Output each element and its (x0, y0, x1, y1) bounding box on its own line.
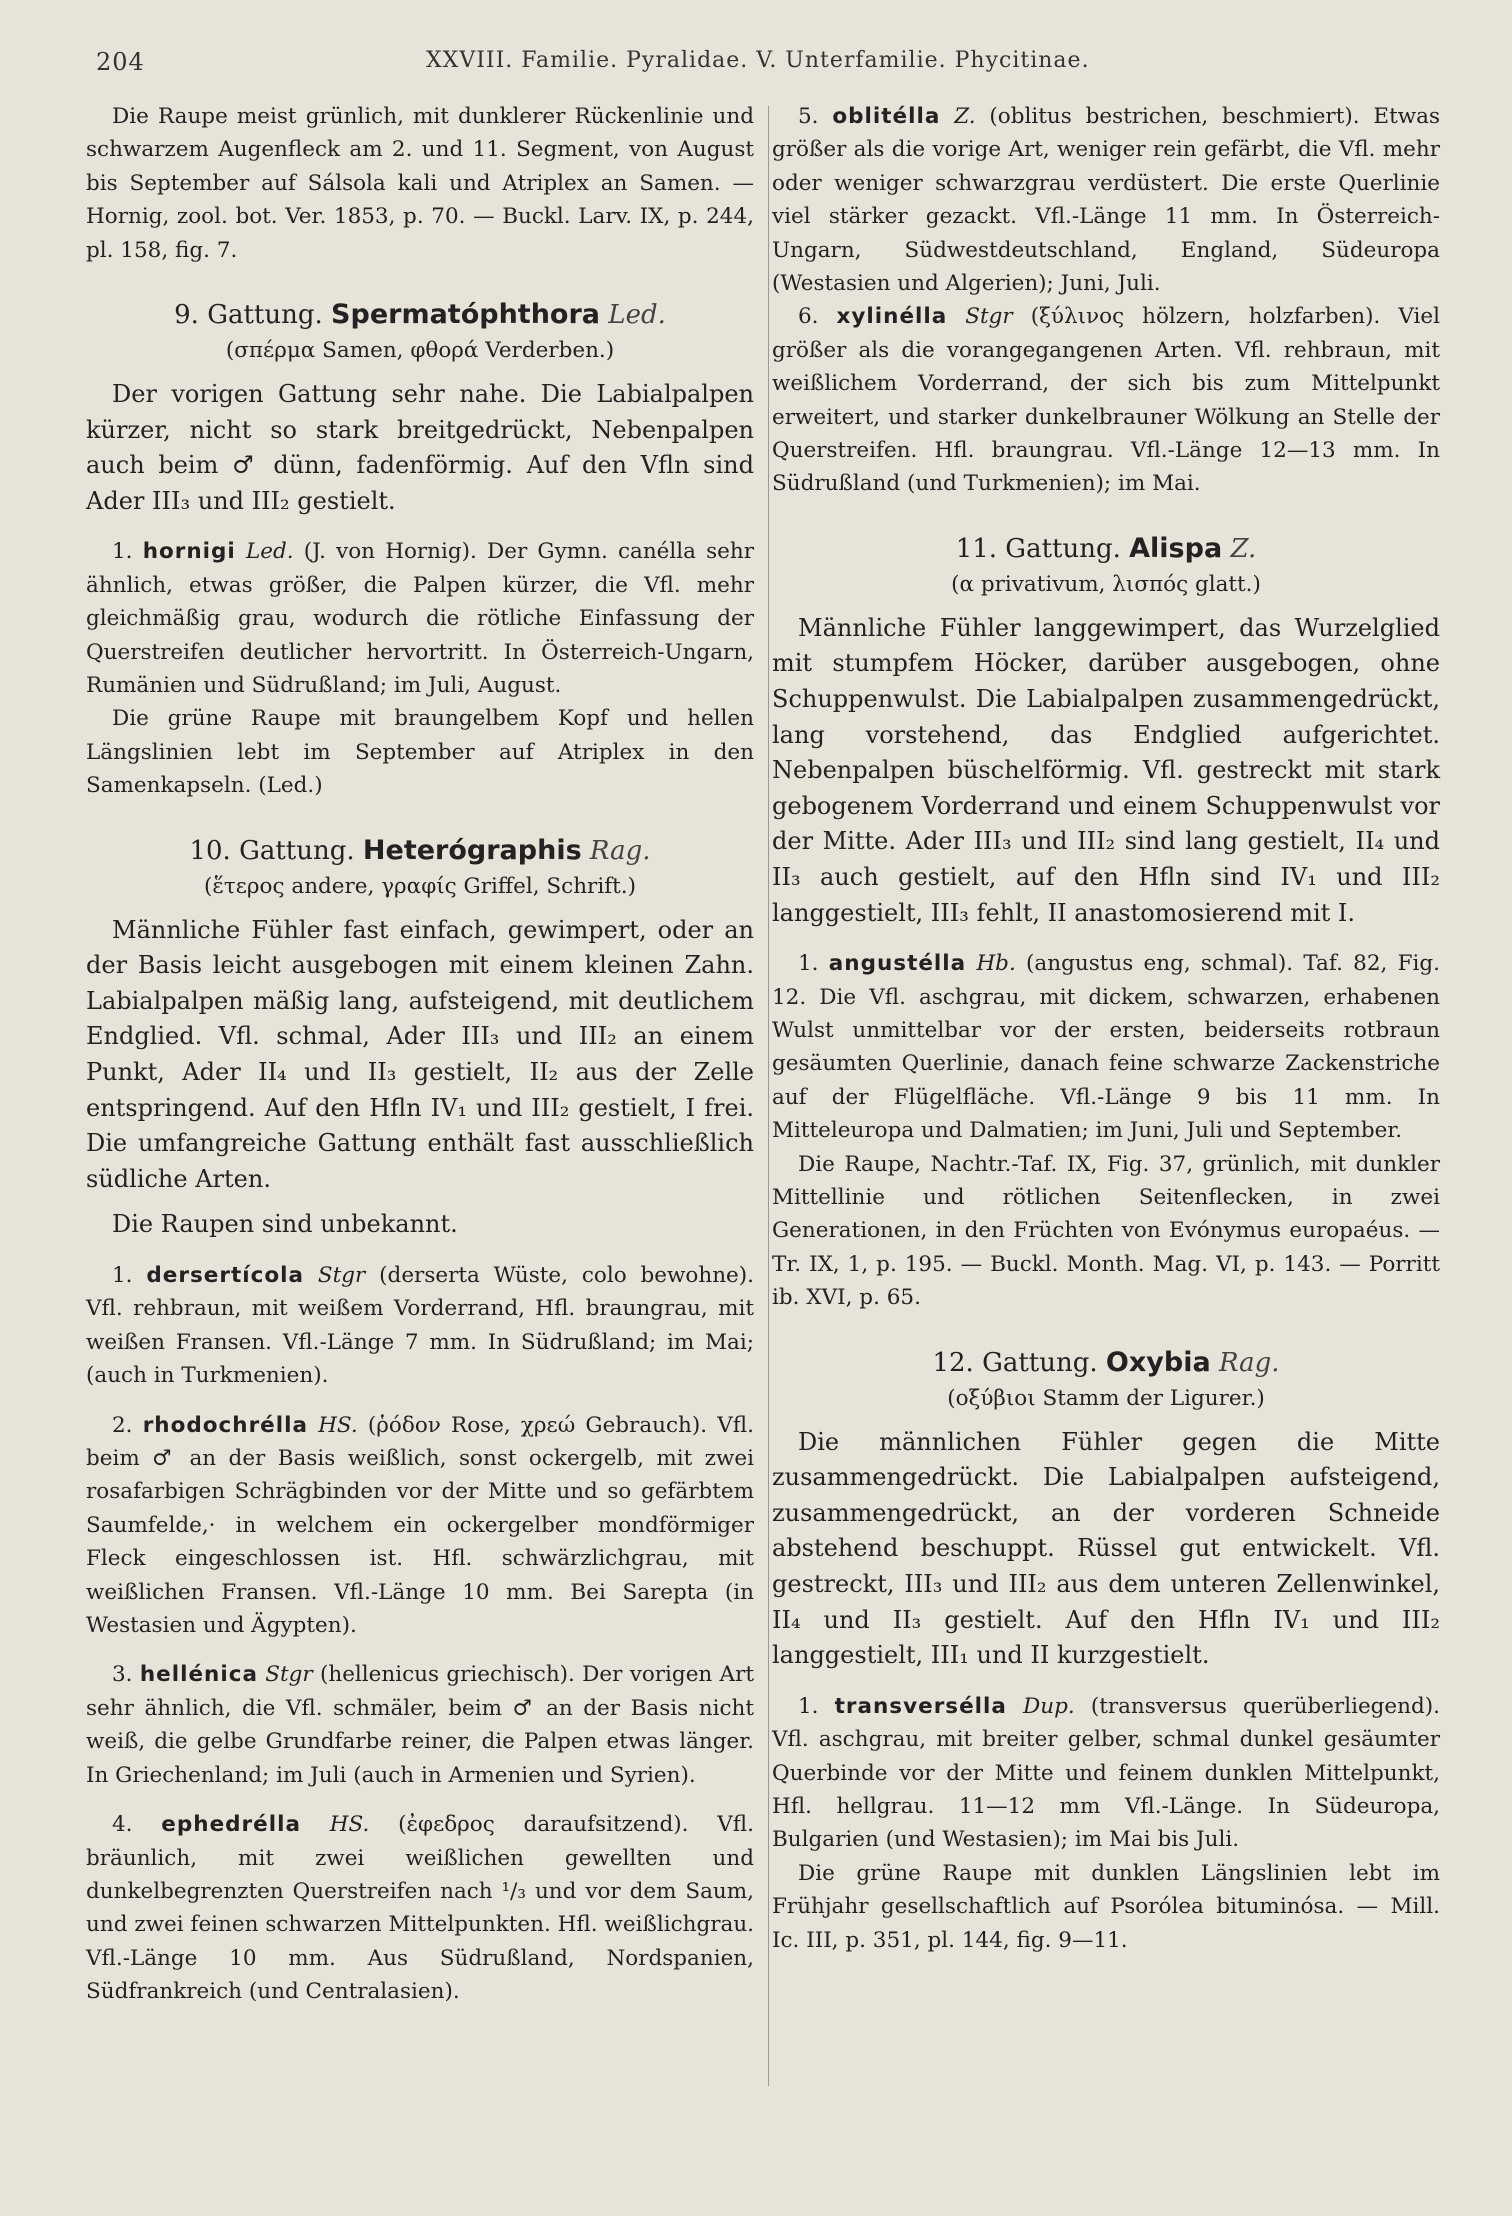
species-entry: 1. transversélla Dup. (transversus querüberliegend). Vfl. aschgrau, mit breiter gelber, schmal dunkel gesäumter Querbinde vor der Mitte und feinem dunklen Mittelpunkt, Hfl. hellgrau. 11—12 mm Vfl.-Länge. In Südeuropa, Bulgarien (und Westasien); im Mai bis Juli. (772, 1693, 1440, 1853)
species-name: transversélla (834, 1693, 1007, 1719)
species-name: oblitélla (832, 104, 941, 129)
genus-heading-9: 9. Gattung. Spermatóphthora Led. (174, 299, 666, 331)
genus-heading-12: 12. Gattung. Oxybia Rag. (932, 1346, 1280, 1378)
page-number: 204 (96, 48, 145, 76)
genus-name: Alispa (1129, 532, 1223, 564)
raupe-paragraph: Die Raupe meist grünlich, mit dunklerer Rückenlinie und schwarzem Augenfleck am 2. und 11. Segment, von August bis September auf Sálsola kali und Atriplex an Samen. — Hornig, zool. bot. Ver. 1853, p. 70. — Buckl. Larv. IX, p. 244, pl. 158, fig. 7. (86, 104, 754, 263)
species-author: Hb. (976, 951, 1016, 977)
species-name: angustélla (828, 951, 967, 977)
genus-name: Oxybia (1105, 1346, 1211, 1378)
genus-description: Der vorigen Gattung sehr nahe. Die Labialpalpen kürzer, nicht so stark breitgedrückt, Nebenpalpen auch beim ♂ dünn, fadenförmig. Auf den Vfln sind Ader III₃ und III₂ gestielt. (86, 380, 754, 515)
species-entry: 1. hornigi Led. (J. von Hornig). Der Gymn. canélla sehr ähnlich, etwas größer, die Palpen kürzer, die Vfl. mehr gleichmäßig grau, wodurch die rötliche Einfassung der Querstreifen deutlicher hervortritt. In Österreich-Ungarn, Rumänien und Südrußland; im Juli, August. (86, 539, 755, 699)
raupe-paragraph: Die grüne Raupe mit braungelbem Kopf und hellen Längslinien lebt im September auf Atriplex in den Samenkapseln. (Led.) (86, 706, 754, 799)
species-entry: 1. dersertícola Stgr (derserta Wüste, colo bewohne). Vfl. rehbraun, mit weißem Vorderrand, Hfl. braungrau, mit weißen Fransen. Vfl.-Länge 7 mm. In Südrußland; im Mai; (auch in Turkmenien). (86, 1263, 754, 1389)
species-author: HS. (329, 1812, 370, 1838)
genus-heading-11: 11. Gattung. Alispa Z. (955, 532, 1257, 564)
species-author: HS. (318, 1412, 358, 1438)
page-header (96, 44, 1436, 84)
etymology: (ἕτερος andere, γραφίς Griffel, Schrift.) (203, 873, 637, 899)
etymology: (σπέρμα Samen, φθορά Verderben.) (225, 338, 615, 364)
species-name: xylinélla (836, 304, 948, 330)
right-column (772, 100, 1440, 1957)
left-column (86, 100, 754, 2009)
genus-description: Männliche Fühler langgewimpert, das Wurzelglied mit stumpfem Höcker, darüber ausgebogen, ohne Schuppenwulst. Die Labialpalpen zusammengedrückt, lang vorstehend, das Endglied aufgerichtet. Nebenpalpen büschelförmig. Vfl. gestreckt mit stark gebogenem Vorderrand und einem Schuppenwulst vor der Mitte. Ader III₃ und III₂ sind lang gestielt, II₄ und II₃ auch gestielt, auf den Hfln sind IV₁ und III₂ langgestielt, III₃ fehlt, II anastomosierend mit I. (772, 613, 1440, 927)
genus-author: Rag. (589, 835, 651, 866)
raupe-paragraph: Die Raupe, Nachtr.-Taf. IX, Fig. 37, grünlich, mit dunkler Mittellinie und rötlichen Seitenflecken, in zwei Generationen, in den Früchten von Evónymus europaéus. — Tr. IX, 1, p. 195. — Buckl. Month. Mag. VI, p. 143. — Porritt ib. XVI, p. 65. (772, 1151, 1440, 1311)
column-divider (768, 106, 769, 2086)
genus-description: Die männlichen Fühler gegen die Mitte zusammengedrückt. Die Labialpalpen aufsteigend, zusammengedrückt, an der vorderen Schneide abstehend beschuppt. Rüssel gut entwickelt. Vfl. gestreckt, III₃ und III₂ aus dem unteren Zellenwinkel, II₄ und II₃ gestielt. Auf den Hfln IV₁ und III₂ langgestielt, III₁ und II kurzgestielt. (772, 1427, 1440, 1670)
genus-author: Z. (1230, 533, 1257, 564)
etymology: (α privativum, λισπός glatt.) (951, 571, 1261, 597)
species-name: dersertícola (146, 1263, 304, 1288)
raupe-paragraph: Die grüne Raupe mit dunklen Längslinien lebt im Frühjahr gesellschaftlich auf Psorólea bituminósa. — Mill. Ic. III, p. 351, pl. 144, fig. 9—11. (772, 1860, 1440, 1953)
species-entry: 3. hellénica Stgr (hellenicus griechisch). Der vorigen Art sehr ähnlich, die Vfl. schmäler, beim ♂ an der Basis nicht weiß, die gelbe Grundfarbe reiner, die Palpen etwas länger. In Griechenland; im Juli (auch in Armenien und Syrien). (86, 1662, 754, 1788)
etymology: (οξύβιοι Stamm der Ligurer.) (947, 1385, 1265, 1411)
species-name: rhodochrélla (142, 1412, 309, 1438)
species-name: ephedrélla (161, 1812, 301, 1838)
species-author: Stgr (965, 304, 1013, 330)
species-entry: 1. angustélla Hb. (angustus eng, schmal). Taf. 82, Fig. 12. Die Vfl. aschgrau, mit dickem, schwarzen, erhabenen Wulst unmittelbar vor der ersten, beiderseits rotbraun gesäumten Querlinie, danach feine schwarze Zackenstriche auf der Flügelfläche. Vfl.-Länge 9 bis 11 mm. In Mitteleuropa und Dalmatien; im Juni, Juli und September. (772, 951, 1440, 1144)
genus-author: Rag. (1218, 1347, 1280, 1378)
species-author: Stgr (265, 1662, 313, 1688)
genus-name: Spermatóphthora (331, 299, 601, 331)
species-entry: 5. oblitélla Z. (oblitus bestrichen, beschmiert). Etwas größer als die vorige Art, weniger rein gefärbt, die Vfl. mehr oder weniger schwarzgrau verdüstert. Die erste Querlinie viel stärker gezackt. Vfl.-Länge 11 mm. In Österreich-Ungarn, Südwestdeutschland, England, Südeuropa (Westasien und Algerien); Juni, Juli. (772, 104, 1440, 297)
species-entry: 2. rhodochrélla HS. (ῥόδον Rose, χρεώ Gebrauch). Vfl. beim ♂ an der Basis weißlich, sonst ockergelb, mit zwei rosafarbigen Schrägbinden vor der Mitte und so gefärbtem Saumfelde,· in welchem ein ockergelber mondförmiger Fleck eingeschlossen ist. Hfl. schwärzlichgrau, mit weißlichen Fransen. Vfl.-Länge 10 mm. Bei Sarepta (in Westasien und Ägypten). (86, 1412, 754, 1639)
species-name: hellénica (139, 1662, 258, 1688)
species-author: Z. (954, 104, 976, 129)
species-name: hornigi (142, 539, 236, 565)
species-author: Led. (245, 539, 294, 565)
raupen-note: Die Raupen sind unbekannt. (112, 1210, 458, 1239)
running-title: XXVIII. Familie. Pyralidae. V. Unterfamilie. Phycitinae. (426, 48, 1090, 73)
species-author: Dup. (1023, 1693, 1075, 1719)
genus-name: Heterógraphis (362, 834, 582, 866)
species-entry: 6. xylinélla Stgr (ξύλινος hölzern, holzfarben). Viel größer als die vorangegangenen Arten. Vfl. rehbraun, mit weißlichem Vorderrand, der sich bis zum Mittelpunkt erweitert, und starker dunkelbrauner Wölkung an Stelle der Querstreifen. Hfl. braungrau. Vfl.-Länge 12—13 mm. In Südrußland (und Turkmenien); im Mai. (772, 304, 1440, 497)
genus-author: Led. (608, 300, 666, 331)
genus-description: Männliche Fühler fast einfach, gewimpert, oder an der Basis leicht ausgebogen mit einem kleinen Zahn. Labialpalpen mäßig lang, aufsteigend, mit deutlichem Endglied. Vfl. schmal, Ader III₃ und III₂ an einem Punkt, Ader II₄ und II₃ gestielt, II₂ aus der Zelle entspringend. Auf den Hfln IV₁ und III₂ gestielt, I frei. Die umfangreiche Gattung enthält fast ausschließlich südliche Arten. (86, 915, 754, 1193)
genus-heading-10: 10. Gattung. Heterógraphis Rag. (189, 834, 651, 866)
species-entry: 4. ephedrélla HS. (ἐφεδρος daraufsitzend). Vfl. bräunlich, mit zwei weißlichen gewellten und dunkelbegrenzten Querstreifen nach ¹/₃ und vor dem Saum, und zwei feinen schwarzen Mittelpunkten. Hfl. weißlichgrau. Vfl.-Länge 10 mm. Aus Südrußland, Nordspanien, Südfrankreich (und Centralasien). (86, 1812, 754, 2005)
species-author: Stgr (317, 1263, 366, 1288)
